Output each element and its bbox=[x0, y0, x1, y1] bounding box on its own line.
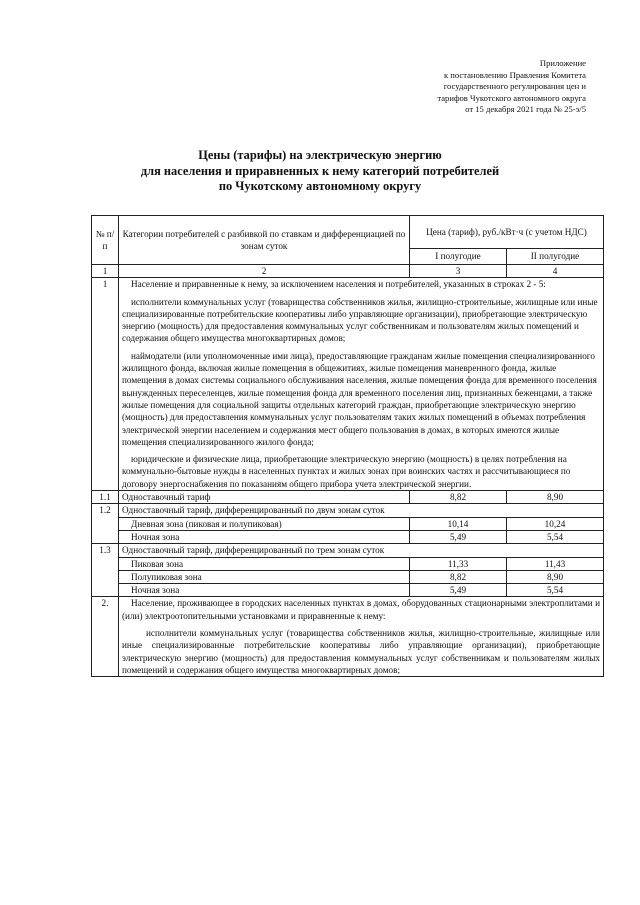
paragraph: Население, проживающее в городских населенных пунктах в домах, оборудованных стационарными электроплитами и (или) электроотопительными установками и приравненные к нему: bbox=[122, 598, 600, 621]
table-row bbox=[92, 557, 604, 570]
title-line: для населения и приравненных к нему категорий потребителей bbox=[140, 163, 500, 178]
price-half1: 10,14 bbox=[410, 517, 507, 530]
paragraph: Население и приравненные к нему, за исключением населения и потребителей, указанных в строках 2 - 5: bbox=[131, 279, 546, 290]
header-number: № п/п bbox=[92, 216, 119, 265]
price-half2: 5,54 bbox=[507, 530, 604, 543]
paragraph: наймодатели (или уполномоченные ими лица), предоставляющие гражданам жилые помещения специализированного жилищного фонда, включая жилые помещения в общежитиях, жилые помещения маневренного фонда, жилые помещения в домах системы социального обслуживания населения, жилые помещения фонда для временного поселения вынужденных переселенцев, жилые помещения фонда для временного поселения лиц, признанных беженцами, а также жилые помещения для социальной защиты отдельных категорий граждан, приобретающие электрическую энергию (мощность) для предоставления коммунальных услуг пользователям таких жилых помещений в объемах потребления электрической энергии населением и содержания мест общего пользования в домах, в которых имеются жилые помещения специализированного жилого фонда; bbox=[122, 350, 597, 447]
document-title bbox=[90, 148, 550, 195]
price-half2: 8,90 bbox=[507, 570, 604, 583]
table-row bbox=[92, 278, 604, 491]
row-label: Одноставочный тариф, дифференцированный по двум зонам суток bbox=[119, 504, 604, 517]
price-half2: 8,90 bbox=[507, 491, 604, 504]
table-row bbox=[92, 597, 604, 677]
appendix-line: государственного регулирования цен и bbox=[443, 81, 586, 92]
table-header-row bbox=[92, 216, 604, 249]
row-label: Дневная зона (пиковая и полупиковая) bbox=[119, 517, 410, 530]
row-number: 1.1 bbox=[92, 491, 119, 504]
table-row bbox=[92, 544, 604, 557]
index-cell: 4 bbox=[507, 265, 604, 278]
price-half2: 10,24 bbox=[507, 517, 604, 530]
row-description bbox=[119, 278, 604, 491]
table-row bbox=[92, 504, 604, 517]
price-half1: 8,82 bbox=[410, 570, 507, 583]
table-index-row bbox=[92, 265, 604, 278]
table-row bbox=[92, 584, 604, 597]
paragraph: исполнители коммунальных услуг (товарищества собственников жилья, жилищно-строительные, жилищные или иные специализированные потребительские кооперативы либо управляющие организации), приобретающие электрическую энергию (мощность) для предоставления коммунальных услуг собственникам и пользователям жилых помещений и содержания общего имущества многоквартирных домов; bbox=[122, 628, 600, 675]
header-category: Категории потребителей с разбивкой по ставкам и дифференциацией по зонам суток bbox=[119, 216, 410, 265]
price-half1: 8,82 bbox=[410, 491, 507, 504]
price-half1: 5,49 bbox=[410, 530, 507, 543]
index-cell: 1 bbox=[92, 265, 119, 278]
row-number: 1 bbox=[92, 278, 119, 491]
table-row bbox=[92, 570, 604, 583]
appendix-block bbox=[346, 58, 586, 116]
header-price: Цена (тариф), руб./кВт·ч (с учетом НДС) bbox=[410, 216, 604, 249]
title-line: по Чукотскому автономному округу bbox=[218, 179, 422, 193]
row-number: 2. bbox=[92, 597, 119, 677]
row-label: Одноставочный тариф bbox=[119, 491, 410, 504]
row-label: Полупиковая зона bbox=[119, 570, 410, 583]
table-row bbox=[92, 491, 604, 504]
appendix-line: к постановлению Правления Комитета bbox=[443, 69, 586, 80]
row-number: 1.2 bbox=[92, 504, 119, 544]
table-row bbox=[92, 530, 604, 543]
row-description bbox=[119, 597, 604, 677]
price-half1: 11,33 bbox=[410, 557, 507, 570]
paragraph: исполнители коммунальных услуг (товарищества собственников жилья, жилищно-строительные, жилищные или иные специализированные потребительские кооперативы либо управляющие организации), приобретающие электрическую энергию (мощность) для предоставления коммунальных услуг собственникам и пользователям жилых помещений и содержания общего имущества многоквартирных домов; bbox=[122, 296, 598, 344]
title-line: Цены (тарифы) на электрическую энергию bbox=[198, 148, 442, 162]
tariff-table bbox=[91, 215, 604, 677]
row-label: Ночная зона bbox=[119, 584, 410, 597]
table-row bbox=[92, 517, 604, 530]
row-label: Пиковая зона bbox=[119, 557, 410, 570]
paragraph: юридические и физические лица, приобретающие электрическую энергию (мощность) в целях потребления на коммунально-бытовые нужды в населенных пунктах и жилых зонах при воинских частях и рассчитывающиеся по договору энергоснабжения по показаниям общего прибора учета электрической энергии. bbox=[122, 454, 571, 489]
row-label: Ночная зона bbox=[119, 530, 410, 543]
price-half2: 5,54 bbox=[507, 584, 604, 597]
header-half1: I полугодие bbox=[410, 249, 507, 265]
header-half2: II полугодие bbox=[507, 249, 604, 265]
price-half2: 11,43 bbox=[507, 557, 604, 570]
appendix-line: от 15 декабря 2021 года № 25-э/5 bbox=[465, 104, 586, 115]
index-cell: 2 bbox=[119, 265, 410, 278]
index-cell: 3 bbox=[410, 265, 507, 278]
row-label: Одноставочный тариф, дифференцированный по трем зонам суток bbox=[119, 544, 604, 557]
appendix-line: тарифов Чукотского автономного округа bbox=[437, 92, 586, 103]
price-half1: 5,49 bbox=[410, 584, 507, 597]
row-number: 1.3 bbox=[92, 544, 119, 597]
appendix-line: Приложение bbox=[539, 58, 586, 68]
